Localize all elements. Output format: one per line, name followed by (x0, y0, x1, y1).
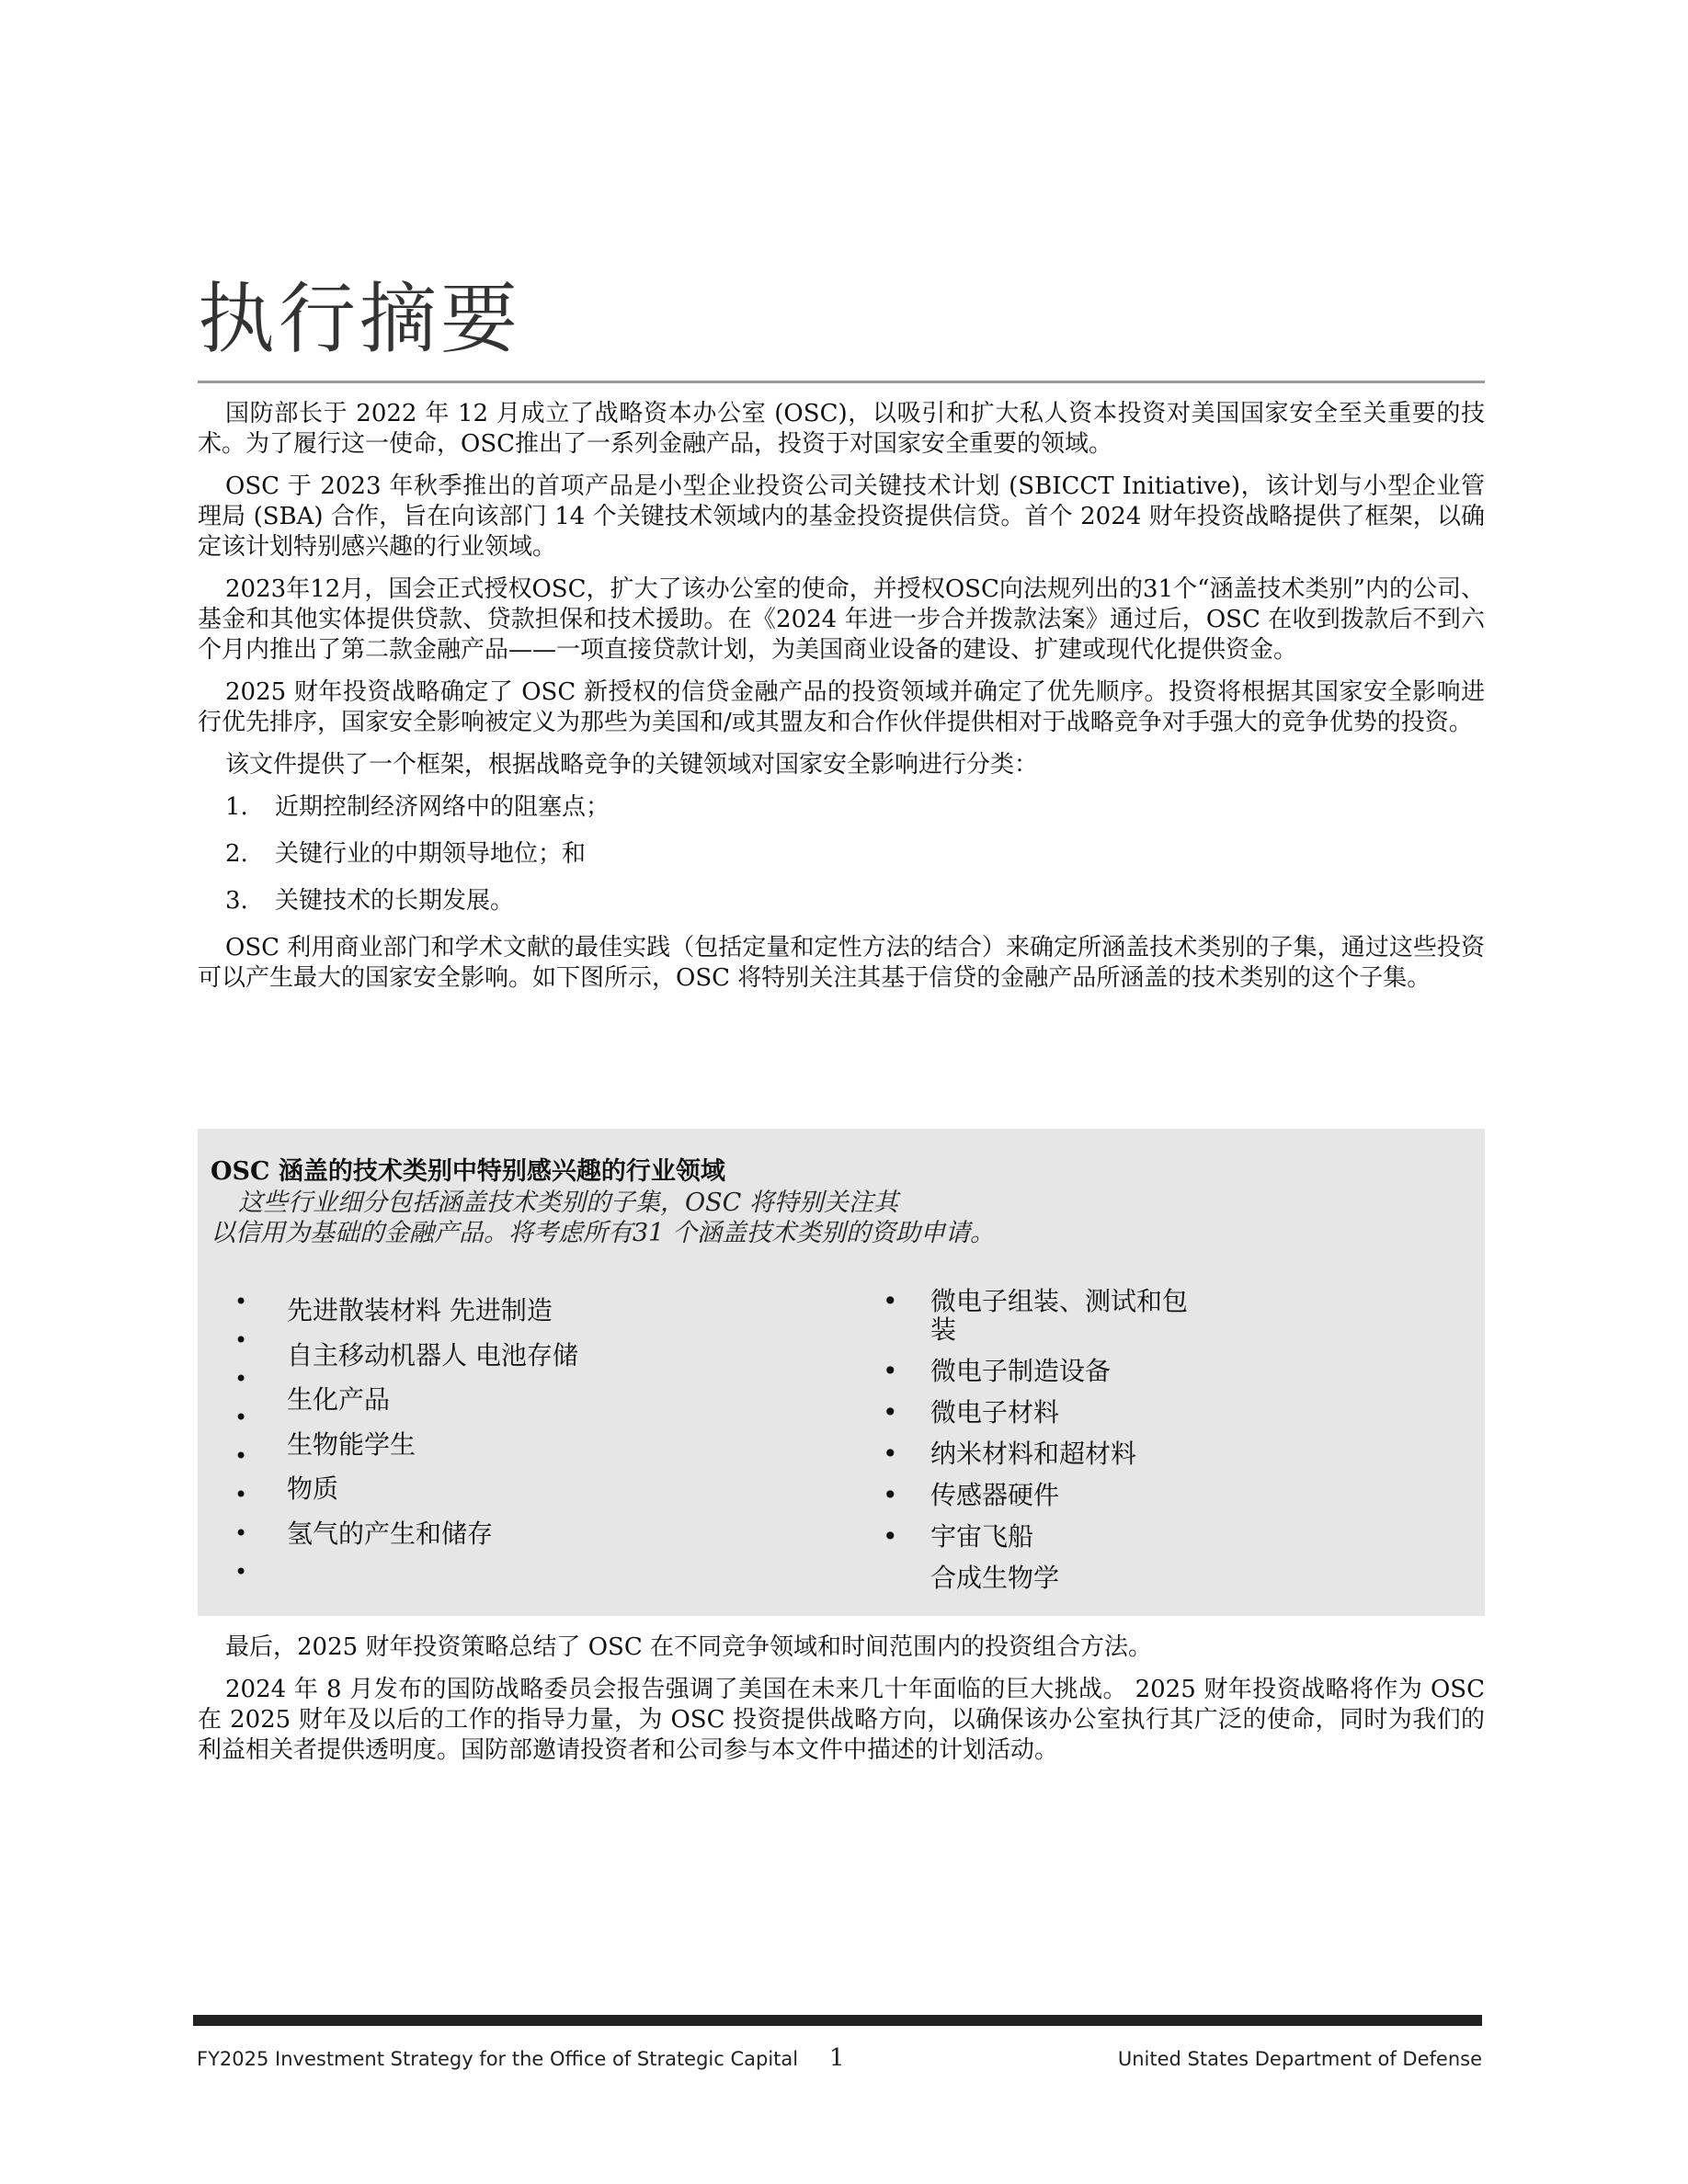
paragraph: 2025 财年投资战略确定了 OSC 新授权的信贷金融产品的投资领域并确定了优先顺序。投资将根据其国家安全影响进行优先排序，国家安全影响被定义为那些为美国和/或其盟友和合作伙伴提供相对于战略竞争对手强大的竞争优势的投资。 (198, 678, 1485, 736)
list-text: 关键行业的中期领导地位；和 (275, 840, 587, 868)
closing-text (198, 1632, 1485, 1778)
right-item-column (883, 1287, 1453, 1590)
footer-divider (193, 2015, 1482, 2026)
list-item (883, 1398, 1453, 1427)
list-number: 3. (225, 887, 248, 915)
left-bullet-column (234, 1289, 247, 1598)
list-text: 近期控制经济网络中的阻塞点； (275, 793, 610, 821)
list-item: 自主移动机器人 电池存储 (287, 1339, 578, 1371)
bullet-glyph: • (234, 1559, 248, 1585)
footer-document-title: FY2025 Investment Strategy for the Office of Strategic Capital (197, 2048, 799, 2070)
list-item: 氢气的产生和储存 (287, 1518, 494, 1549)
bullet-glyph (883, 1564, 930, 1590)
page-title: 执行摘要 (198, 274, 522, 364)
bullet-glyph: • (234, 1327, 248, 1353)
left-item-column (287, 1291, 578, 1558)
bullet-glyph: • (883, 1521, 898, 1552)
list-item (883, 1287, 1453, 1344)
list-item-text: 传感器硬件 (930, 1480, 1060, 1510)
numbered-list-item (225, 886, 1485, 916)
list-item-text: 宇宙飞船 (930, 1521, 1034, 1552)
list-item (883, 1522, 1453, 1551)
bullet-glyph: • (234, 1482, 248, 1507)
list-item (883, 1357, 1453, 1385)
list-number: 2. (225, 840, 248, 868)
list-item: 生化产品 (287, 1384, 391, 1415)
bullet-glyph: • (883, 1397, 898, 1428)
list-item-text: 微电子组装、测试和包装 (930, 1287, 1189, 1345)
bullet-glyph: • (234, 1405, 248, 1430)
list-item-text: 纳米材料和超材料 (930, 1439, 1137, 1469)
title-divider (198, 381, 1485, 383)
list-item (883, 1564, 1453, 1590)
list-item-text: 微电子制造设备 (930, 1356, 1112, 1386)
bullet-glyph: • (883, 1356, 898, 1386)
callout-title: OSC 涵盖的技术类别中特别感兴趣的行业领域 (211, 1157, 725, 1186)
list-item (883, 1481, 1453, 1509)
bullet-glyph: • (883, 1480, 898, 1510)
bullet-glyph: • (234, 1443, 248, 1469)
callout-subtitle-line: 这些行业细分包括涵盖技术类别的子集，OSC 将特别关注其 (238, 1189, 898, 1217)
bullet-glyph: • (234, 1289, 248, 1314)
callout-subtitle-line: 以信用为基础的金融产品。将考虑所有31 个涵盖技术类别的资助申请。 (211, 1219, 995, 1247)
paragraph: 最后，2025 财年投资策略总结了 OSC 在不同竞争领域和时间范围内的投资组合方法。 (225, 1633, 1152, 1661)
list-item: 先进散装材料 先进制造 (287, 1295, 553, 1325)
list-item (883, 1439, 1453, 1468)
bullet-glyph: • (883, 1439, 898, 1469)
bullet-glyph: • (234, 1520, 248, 1546)
list-item-text: 微电子材料 (930, 1397, 1060, 1428)
list-text: 关键技术的长期发展。 (275, 887, 515, 915)
paragraph: OSC 利用商业部门和学术文献的最佳实践（包括定量和定性方法的结合）来确定所涵盖技术类别的子集，通过这些投资可以产生最大的国家安全影响。如下图所示，OSC 将特别关注其基于信贷的金融产品所涵盖的技术类别的这个子集。 (198, 934, 1485, 992)
page-number: 1 (829, 2044, 845, 2072)
numbered-list-item (225, 792, 1485, 823)
body-text (198, 399, 1485, 1006)
list-item-text: 合成生物学 (930, 1563, 1060, 1590)
callout-subtitle (211, 1188, 1222, 1248)
list-item: 物质 (287, 1473, 339, 1504)
list-item: 生物能学生 (287, 1428, 416, 1460)
list-number: 1. (225, 793, 248, 821)
paragraph: 2023年12月，国会正式授权OSC，扩大了该办公室的使命，并授权OSC向法规列出的31个“涵盖技术类别”内的公司、基金和其他实体提供贷款、贷款担保和技术援助。在《2024 年进一步合并拨款法案》通过后，OSC 在收到拨款后不到六个月内推出了第二款金融产品——一项直接贷款计划，为美国商业设备的建设、扩建或现代化提供资金。 (198, 575, 1485, 664)
paragraph: 2024 年 8 月发布的国防战略委员会报告强调了美国在未来几十年面临的巨大挑战。 2025 财年投资战略将作为 OSC 在 2025 财年及以后的工作的指导力量，为 OSC 投资提供战略方向，以确保该办公室执行其广泛的使命，同时为我们的利益相关者提供透明度。国防部邀请投资者和公司参与本文件中描述的计划活动。 (198, 1676, 1485, 1764)
paragraph: 国防部长于 2022 年 12 月成立了战略资本办公室 (OSC)，以吸引和扩大私人资本投资对美国国家安全至关重要的技术。为了履行这一使命，OSC推出了一系列金融产品，投资于对国家安全重要的领域。 (198, 400, 1485, 458)
bullet-glyph: • (883, 1287, 898, 1316)
paragraph: 该文件提供了一个框架，根据战略竞争的关键领域对国家安全影响进行分类： (225, 751, 1039, 779)
bullet-glyph: • (234, 1366, 248, 1392)
paragraph: OSC 于 2023 年秋季推出的首项产品是小型企业投资公司关键技术计划 (SBICCT Initiative)，该计划与小型企业管理局 (SBA) 合作，旨在向该部门 14 个关键技术领域内的基金投资提供信贷。首个 2024 财年投资战略提供了框架，以确定该计划特别感兴趣的行业领域。 (198, 472, 1485, 561)
numbered-list-item (225, 839, 1485, 870)
callout-box (198, 1129, 1485, 1616)
footer-organization: United States Department of Defense (1117, 2048, 1482, 2070)
